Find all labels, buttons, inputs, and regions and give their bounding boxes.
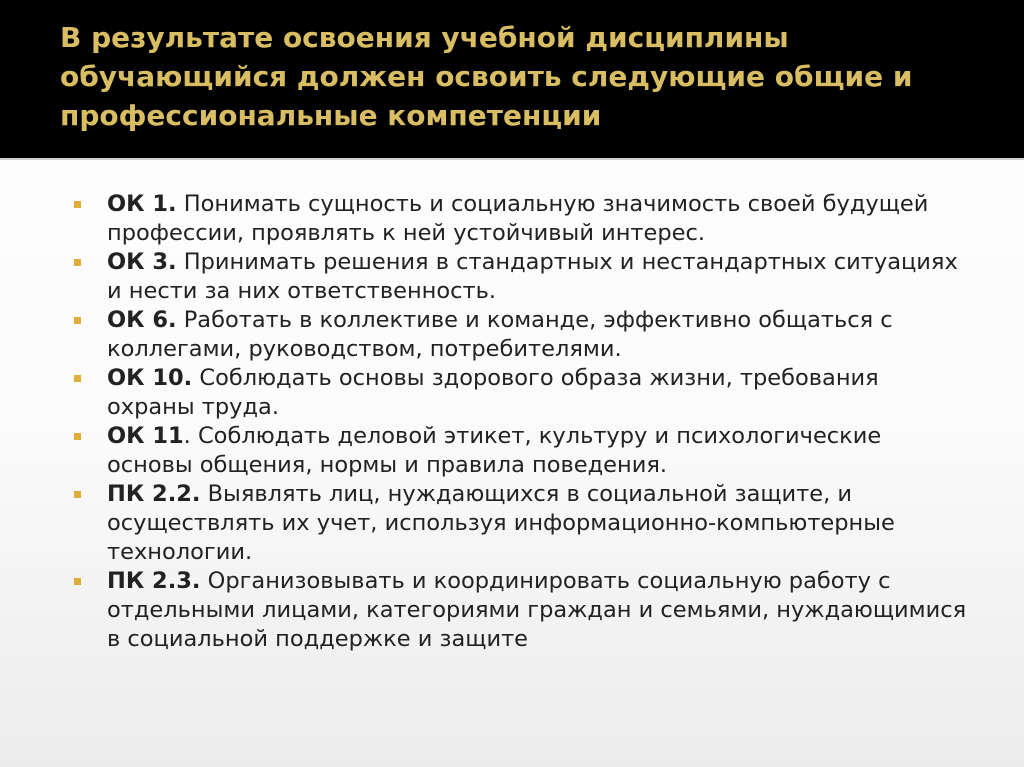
- title-band: [0, 0, 1024, 158]
- square-bullet-icon: [74, 317, 81, 324]
- competency-text: Организовывать и координировать социальную работу с отдельными лицами, категориями граждан и семьями, нуждающимися в социальной поддержке и защите: [107, 568, 967, 652]
- square-bullet-icon: [74, 259, 81, 266]
- square-bullet-icon: [74, 491, 81, 498]
- competency-code: ОК 1.: [107, 191, 177, 217]
- list-item: [0, 306, 967, 364]
- competency-code: ОК 10.: [107, 365, 193, 391]
- list-item: [0, 248, 967, 306]
- competency-code: ОК 11: [107, 423, 184, 449]
- competency-text: Принимать решения в стандартных и нестандартных ситуациях и нести за них ответственность.: [107, 249, 958, 304]
- competency-text: Выявлять лиц, нуждающихся в социальной защите, и осуществлять их учет, используя информационно-компьютерные технологии.: [107, 481, 895, 565]
- square-bullet-icon: [74, 578, 81, 585]
- competency-code: ПК 2.3.: [107, 568, 201, 594]
- list-item: [0, 364, 967, 422]
- competency-list: [0, 190, 1024, 654]
- competency-text: Понимать сущность и социальную значимость своей будущей профессии, проявлять к ней устойчивый интерес.: [107, 191, 929, 246]
- square-bullet-icon: [74, 375, 81, 382]
- competency-code: ПК 2.2.: [107, 481, 201, 507]
- competency-code: ОК 6.: [107, 307, 177, 333]
- square-bullet-icon: [74, 433, 81, 440]
- competency-text: Соблюдать основы здорового образа жизни, требования охраны труда.: [107, 365, 879, 420]
- list-item: [0, 567, 967, 654]
- slide-content: [0, 190, 1024, 654]
- list-item: [0, 422, 967, 480]
- slide-title: В результате освоения учебной дисциплины обучающийся должен освоить следующие общие и профессиональные компетенции: [60, 21, 913, 132]
- square-bullet-icon: [74, 201, 81, 208]
- competency-text: . Соблюдать деловой этикет, культуру и психологические основы общения, нормы и правила поведения.: [107, 423, 882, 478]
- competency-text: Работать в коллективе и команде, эффективно общаться с коллегами, руководством, потребителями.: [107, 307, 893, 362]
- list-item: [0, 480, 967, 567]
- list-item: [0, 190, 967, 248]
- competency-code: ОК 3.: [107, 249, 177, 275]
